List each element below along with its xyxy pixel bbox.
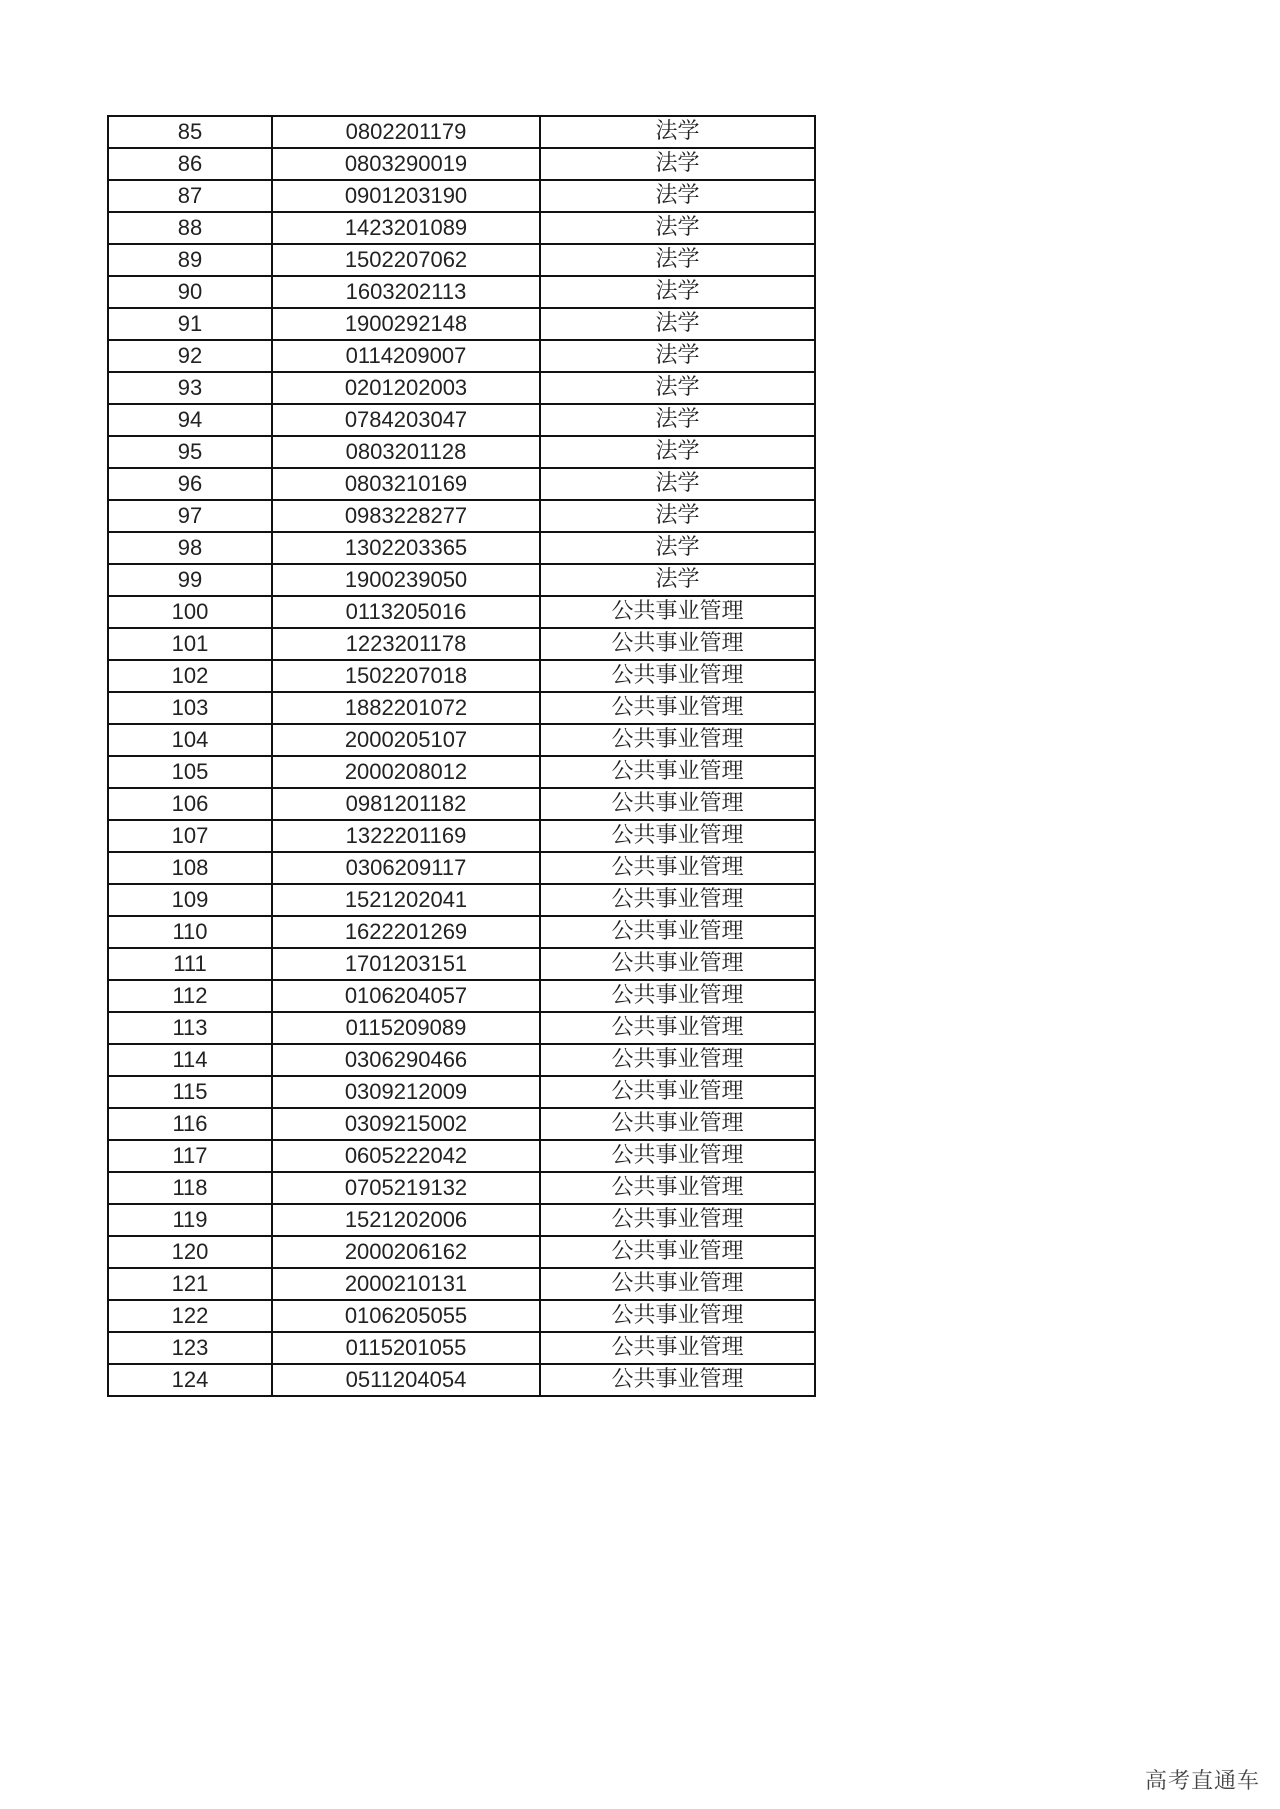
candidate-id-cell: 1521202006 [272,1204,540,1236]
table-row [108,1332,815,1364]
major-cell: 法学 [540,116,815,148]
table-row [108,1044,815,1076]
row-number-cell: 113 [108,1012,272,1044]
candidate-id-cell: 0309215002 [272,1108,540,1140]
major-cell: 法学 [540,244,815,276]
major-cell: 公共事业管理 [540,1204,815,1236]
major-cell: 公共事业管理 [540,1332,815,1364]
major-cell: 法学 [540,532,815,564]
row-number-cell: 104 [108,724,272,756]
major-cell: 法学 [540,308,815,340]
major-cell: 法学 [540,148,815,180]
candidate-id-cell: 1603202113 [272,276,540,308]
candidate-id-cell: 0113205016 [272,596,540,628]
candidate-id-cell: 0115201055 [272,1332,540,1364]
candidate-id-cell: 0114209007 [272,340,540,372]
table-row [108,596,815,628]
row-number-cell: 88 [108,212,272,244]
candidate-id-cell: 0705219132 [272,1172,540,1204]
row-number-cell: 114 [108,1044,272,1076]
major-cell: 公共事业管理 [540,852,815,884]
table-row [108,500,815,532]
row-number-cell: 96 [108,468,272,500]
table-row [108,532,815,564]
candidate-id-cell: 0803290019 [272,148,540,180]
major-cell: 公共事业管理 [540,820,815,852]
row-number-cell: 124 [108,1364,272,1396]
table-row [108,788,815,820]
candidate-id-cell: 1302203365 [272,532,540,564]
major-cell: 法学 [540,404,815,436]
major-cell: 公共事业管理 [540,1108,815,1140]
row-number-cell: 119 [108,1204,272,1236]
row-number-cell: 116 [108,1108,272,1140]
table-row [108,1300,815,1332]
row-number-cell: 94 [108,404,272,436]
table-row [108,1236,815,1268]
table-row [108,1076,815,1108]
table-row [108,276,815,308]
candidate-id-cell: 1223201178 [272,628,540,660]
row-number-cell: 99 [108,564,272,596]
row-number-cell: 111 [108,948,272,980]
major-cell: 公共事业管理 [540,1044,815,1076]
row-number-cell: 112 [108,980,272,1012]
table-row [108,244,815,276]
row-number-cell: 123 [108,1332,272,1364]
major-cell: 法学 [540,500,815,532]
candidate-id-cell: 0803201128 [272,436,540,468]
row-number-cell: 90 [108,276,272,308]
candidate-id-cell: 0901203190 [272,180,540,212]
watermark-text: 高考直通车 [1144,1769,1260,1794]
table-row [108,436,815,468]
major-cell: 公共事业管理 [540,1268,815,1300]
candidate-id-cell: 2000208012 [272,756,540,788]
row-number-cell: 92 [108,340,272,372]
table-row [108,756,815,788]
table-row [108,1140,815,1172]
major-cell: 公共事业管理 [540,884,815,916]
row-number-cell: 93 [108,372,272,404]
table-row [108,884,815,916]
candidate-id-cell: 1882201072 [272,692,540,724]
candidate-id-cell: 0784203047 [272,404,540,436]
candidate-id-cell: 0981201182 [272,788,540,820]
candidate-id-cell: 2000210131 [272,1268,540,1300]
major-cell: 法学 [540,180,815,212]
major-cell: 公共事业管理 [540,980,815,1012]
table-row [108,692,815,724]
row-number-cell: 106 [108,788,272,820]
candidate-id-cell: 1900239050 [272,564,540,596]
row-number-cell: 98 [108,532,272,564]
row-number-cell: 109 [108,884,272,916]
candidate-id-cell: 1322201169 [272,820,540,852]
major-cell: 法学 [540,564,815,596]
major-cell: 法学 [540,468,815,500]
candidate-id-cell: 0115209089 [272,1012,540,1044]
major-cell: 公共事业管理 [540,788,815,820]
row-number-cell: 86 [108,148,272,180]
row-number-cell: 118 [108,1172,272,1204]
candidate-id-cell: 0983228277 [272,500,540,532]
major-cell: 公共事业管理 [540,948,815,980]
candidate-id-cell: 1521202041 [272,884,540,916]
table-row [108,980,815,1012]
row-number-cell: 122 [108,1300,272,1332]
table-row [108,1172,815,1204]
row-number-cell: 89 [108,244,272,276]
candidate-id-cell: 2000205107 [272,724,540,756]
table-row [108,308,815,340]
major-cell: 法学 [540,340,815,372]
roster-table-body [108,116,815,1396]
candidate-id-cell: 0605222042 [272,1140,540,1172]
table-row [108,148,815,180]
table-row [108,212,815,244]
row-number-cell: 110 [108,916,272,948]
table-row [108,852,815,884]
row-number-cell: 85 [108,116,272,148]
row-number-cell: 105 [108,756,272,788]
table-row [108,340,815,372]
table-row [108,116,815,148]
row-number-cell: 95 [108,436,272,468]
table-row [108,1204,815,1236]
major-cell: 公共事业管理 [540,1076,815,1108]
row-number-cell: 115 [108,1076,272,1108]
candidate-id-cell: 0802201179 [272,116,540,148]
candidate-id-cell: 1900292148 [272,308,540,340]
row-number-cell: 91 [108,308,272,340]
candidate-id-cell: 0106205055 [272,1300,540,1332]
row-number-cell: 101 [108,628,272,660]
candidate-id-cell: 1502207018 [272,660,540,692]
table-row [108,1268,815,1300]
row-number-cell: 97 [108,500,272,532]
table-row [108,372,815,404]
candidate-id-cell: 0106204057 [272,980,540,1012]
row-number-cell: 117 [108,1140,272,1172]
candidate-id-cell: 1701203151 [272,948,540,980]
candidate-id-cell: 1622201269 [272,916,540,948]
major-cell: 公共事业管理 [540,1364,815,1396]
major-cell: 法学 [540,212,815,244]
row-number-cell: 103 [108,692,272,724]
major-cell: 公共事业管理 [540,1300,815,1332]
major-cell: 公共事业管理 [540,1140,815,1172]
major-cell: 公共事业管理 [540,724,815,756]
row-number-cell: 102 [108,660,272,692]
table-row [108,1364,815,1396]
candidate-id-cell: 0511204054 [272,1364,540,1396]
candidate-id-cell: 2000206162 [272,1236,540,1268]
major-cell: 公共事业管理 [540,596,815,628]
row-number-cell: 120 [108,1236,272,1268]
major-cell: 公共事业管理 [540,660,815,692]
major-cell: 公共事业管理 [540,692,815,724]
candidate-id-cell: 0309212009 [272,1076,540,1108]
major-cell: 公共事业管理 [540,916,815,948]
candidate-id-cell: 0306290466 [272,1044,540,1076]
table-row [108,180,815,212]
table-row [108,628,815,660]
roster-table [107,115,816,1397]
major-cell: 公共事业管理 [540,1236,815,1268]
row-number-cell: 100 [108,596,272,628]
table-row [108,1012,815,1044]
table-row [108,468,815,500]
table-row [108,564,815,596]
major-cell: 公共事业管理 [540,628,815,660]
row-number-cell: 121 [108,1268,272,1300]
major-cell: 公共事业管理 [540,1012,815,1044]
table-row [108,820,815,852]
candidate-id-cell: 0306209117 [272,852,540,884]
row-number-cell: 107 [108,820,272,852]
candidate-id-cell: 0201202003 [272,372,540,404]
candidate-id-cell: 0803210169 [272,468,540,500]
table-row [108,1108,815,1140]
table-row [108,724,815,756]
table-row [108,660,815,692]
major-cell: 法学 [540,436,815,468]
row-number-cell: 108 [108,852,272,884]
major-cell: 法学 [540,372,815,404]
major-cell: 法学 [540,276,815,308]
table-row [108,404,815,436]
table-row [108,948,815,980]
major-cell: 公共事业管理 [540,1172,815,1204]
row-number-cell: 87 [108,180,272,212]
major-cell: 公共事业管理 [540,756,815,788]
candidate-id-cell: 1502207062 [272,244,540,276]
table-row [108,916,815,948]
candidate-id-cell: 1423201089 [272,212,540,244]
